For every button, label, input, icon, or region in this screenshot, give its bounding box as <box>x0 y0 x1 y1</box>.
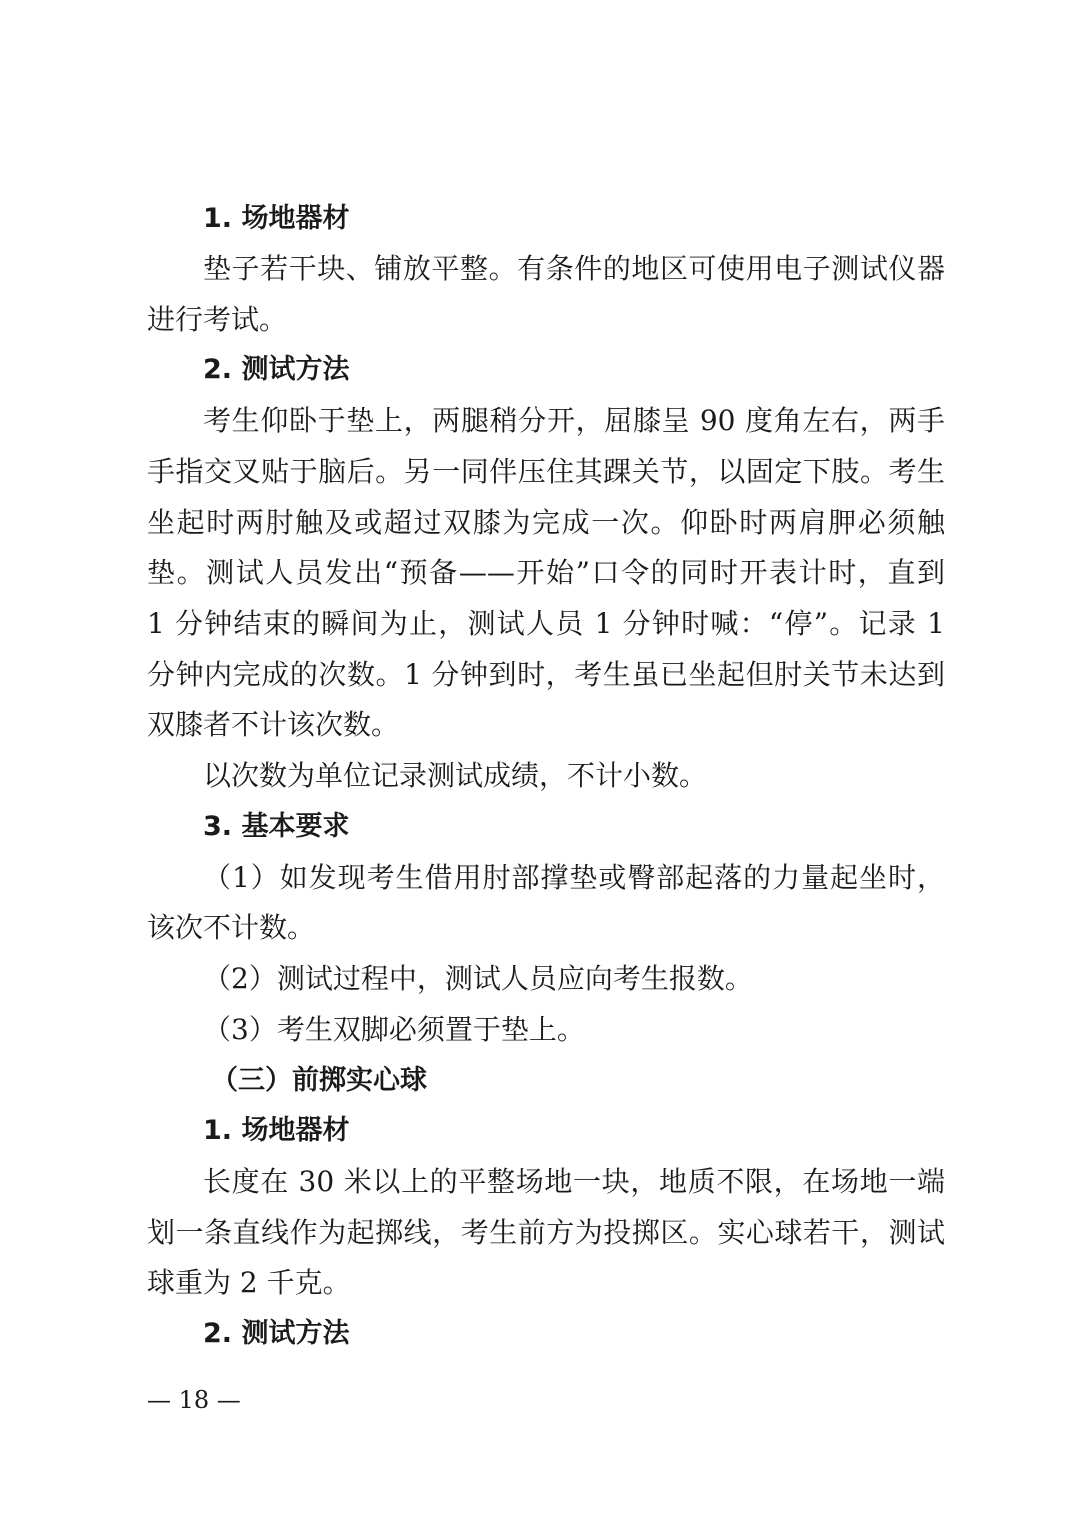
page-number: — 18 — <box>147 1386 241 1414</box>
section-heading-equipment: 1. 场地器材 <box>203 203 350 234</box>
section-heading-requirements: 3. 基本要求 <box>203 811 350 842</box>
paragraph-line: 双膝者不计该次数。 <box>147 708 400 741</box>
paragraph-line: 手指交叉贴于脑后。另一同伴压住其踝关节，以固定下肢。考生 <box>147 455 945 488</box>
section-heading-method: 2. 测试方法 <box>203 354 350 385</box>
paragraph-line: （2）测试过程中，测试人员应向考生报数。 <box>203 962 753 995</box>
paragraph-line: 该次不计数。 <box>147 911 316 944</box>
paragraph-line: （1）如发现考生借用肘部撑垫或臀部起落的力量起坐时， <box>203 861 945 894</box>
paragraph-line: 划一条直线作为起掷线，考生前方为投掷区。实心球若干，测试 <box>147 1216 945 1249</box>
paragraph-line: 考生仰卧于垫上，两腿稍分开，屈膝呈 90 度角左右，两手 <box>203 404 945 437</box>
section-heading-equipment-2: 1. 场地器材 <box>203 1115 350 1146</box>
paragraph-line: 以次数为单位记录测试成绩，不计小数。 <box>203 759 708 792</box>
paragraph-line: 长度在 30 米以上的平整场地一块，地质不限，在场地一端 <box>203 1165 945 1198</box>
section-heading-shot-put: （三）前掷实心球 <box>211 1065 427 1096</box>
paragraph-line: 1 分钟结束的瞬间为止，测试人员 1 分钟时喊：“停”。记录 1 <box>147 607 945 640</box>
paragraph-line: 分钟内完成的次数。1 分钟到时，考生虽已坐起但肘关节未达到 <box>147 658 945 691</box>
paragraph-line: 垫。测试人员发出“预备——开始”口令的同时开表计时，直到 <box>147 556 945 589</box>
paragraph-line: 进行考试。 <box>147 303 288 336</box>
paragraph-line: 垫子若干块、铺放平整。有条件的地区可使用电子测试仪器 <box>203 252 945 285</box>
section-heading-method-2: 2. 测试方法 <box>203 1318 350 1349</box>
paragraph-line: （3）考生双脚必须置于垫上。 <box>203 1013 585 1046</box>
paragraph-line: 坐起时两肘触及或超过双膝为完成一次。仰卧时两肩胛必须触 <box>147 506 945 539</box>
paragraph-line: 球重为 2 千克。 <box>147 1266 351 1299</box>
